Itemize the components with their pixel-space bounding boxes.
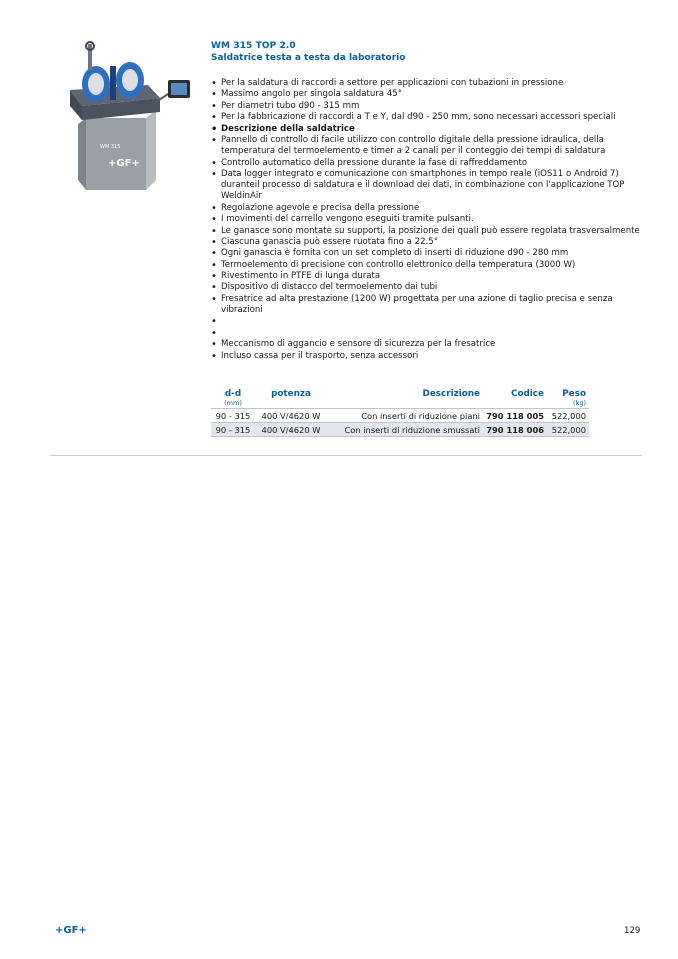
header-potenza: potenza	[271, 389, 311, 399]
cell-peso: 522,000	[547, 409, 589, 423]
unit-potenza	[255, 399, 327, 409]
cell-descrizione: Con inserti di riduzione smussati	[327, 423, 483, 437]
feature-item: • Per diametri tubo d90 - 315 mm	[211, 101, 651, 112]
image-model-label: WM 315	[100, 144, 121, 150]
product-image	[56, 40, 194, 190]
section-divider	[50, 455, 642, 456]
feature-item: • Rivestimento in PTFE di lunga durata	[211, 271, 651, 282]
unit-peso: (kg)	[573, 399, 586, 407]
feature-item: • I movimenti del carrello vengono eseguiti tramite pulsanti.	[211, 214, 651, 225]
feature-item-empty	[211, 328, 651, 339]
footer-logo: +GF+	[55, 925, 87, 936]
product-title: WM 315 TOP 2.0	[211, 41, 296, 51]
feature-item: • Controllo automatico della pressione durante la fase di raffreddamento	[211, 158, 651, 169]
table-row	[211, 423, 589, 437]
feature-item: • Ogni ganascia è fornita con un set completo di inserti di riduzione d90 - 280 mm	[211, 248, 651, 259]
product-subtitle: Saldatrice testa a testa da laboratorio	[211, 53, 406, 63]
feature-item: • Ciascuna ganascia può essere ruotata fino a 22.5°	[211, 237, 651, 248]
spec-table-header-row	[211, 388, 589, 399]
feature-item: • Meccanismo di aggancio e sensore di sicurezza per la fresatrice	[211, 339, 651, 350]
image-gf-logo: +GF+	[108, 158, 140, 169]
feature-item: • Pannello di controllo di facile utilizzo con controllo digitale della pressione idraulica, della temperatura del termoelemento e timer a 2 canali per il conteggio dei tempi di saldatura	[211, 135, 651, 157]
unit-descrizione	[327, 399, 483, 409]
cell-codice: 790 118 006	[483, 423, 547, 437]
feature-item: • Massimo angolo per singola saldatura 45°	[211, 89, 651, 100]
feature-item: • Incluso cassa per il trasporto, senza accessori	[211, 351, 651, 362]
feature-item: • Dispositivo di distacco del termoelemento dai tubi	[211, 282, 651, 293]
feature-item: • Le ganasce sono montate su supporti, la posizione dei quali può essere regolata trasversalmente	[211, 226, 651, 237]
feature-item: • Per la saldatura di raccordi a settore per applicazioni con tubazioni in pressione	[211, 78, 651, 89]
feature-item: • Data logger integrato e comunicazione con smartphones in tempo reale (iOS11 o Android 7) duranteil processo di saldatura e il download dei dati, in combinazione con l'applicazione TOP WeldinAir	[211, 169, 651, 203]
header-peso: Peso	[562, 389, 586, 399]
header-dd: d-d	[224, 389, 242, 399]
spec-table-unit-row	[211, 399, 589, 409]
feature-item: • Fresatrice ad alta prestazione (1200 W) progettata per una azione di taglio precisa e senza vibrazioni	[211, 294, 651, 316]
table-row	[211, 409, 589, 423]
cell-descrizione: Con inserti di riduzione piani	[327, 409, 483, 423]
cell-peso: 522,000	[547, 423, 589, 437]
unit-dd: (mm)	[224, 399, 242, 407]
cell-dd: 90 - 315	[211, 409, 255, 423]
feature-item: • Per la fabbricazione di raccordi a T e Y, dal d90 - 250 mm, sono necessari accessori speciali	[211, 112, 651, 123]
feature-item: • Regolazione agevole e precisa della pressione	[211, 203, 651, 214]
feature-item-empty	[211, 316, 651, 327]
unit-codice	[483, 399, 547, 409]
header-descrizione: Descrizione	[422, 389, 480, 399]
feature-section-heading: • Descrizione della saldatrice	[211, 124, 651, 135]
cell-potenza: 400 V/4620 W	[255, 423, 327, 437]
spec-table	[211, 388, 589, 437]
page-number: 129	[624, 926, 641, 936]
feature-list	[211, 78, 651, 362]
feature-item: • Termoelemento di precisione con controllo elettronico della temperatura (3000 W)	[211, 260, 651, 271]
cell-dd: 90 - 315	[211, 423, 255, 437]
cell-potenza: 400 V/4620 W	[255, 409, 327, 423]
cell-codice: 790 118 005	[483, 409, 547, 423]
header-codice: Codice	[511, 389, 544, 399]
